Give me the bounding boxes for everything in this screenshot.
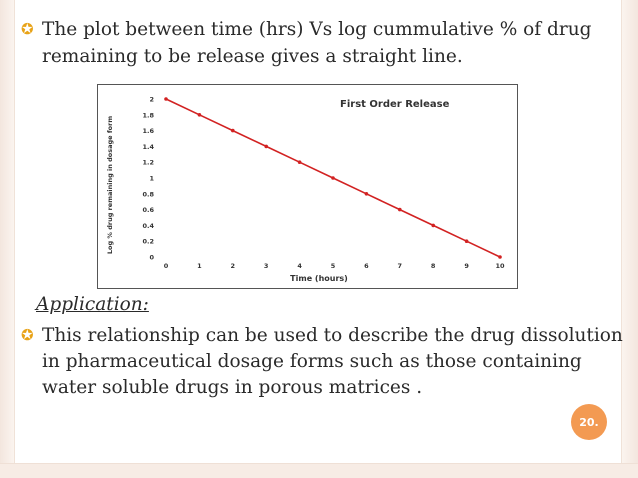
- right-border-decoration: [621, 0, 638, 478]
- x-axis-label: Time (hours): [290, 274, 348, 283]
- y-axis-label: Log % drug remaining in dosage form: [106, 115, 114, 255]
- data-point: [198, 113, 202, 117]
- bullet2-line1: This relationship can be used to describe the drug dissolution: [42, 325, 623, 346]
- y-tick-label: 1.4: [142, 142, 154, 151]
- x-tick-label: 9: [464, 262, 469, 270]
- y-tick-label: 0.4: [142, 221, 154, 230]
- left-border-decoration: [0, 0, 15, 478]
- bullet2-line3: water soluble drugs in porous matrices .: [42, 377, 423, 398]
- x-tick-label: 6: [364, 262, 369, 270]
- data-point: [331, 176, 335, 180]
- y-tick-label: 0.2: [142, 237, 154, 246]
- bullet1-line2: remaining to be release gives a straight line.: [42, 46, 463, 67]
- x-tick-label: 0: [163, 262, 169, 270]
- data-point: [231, 129, 235, 133]
- data-point: [164, 97, 168, 101]
- bullet-icon: ✪: [21, 326, 34, 344]
- chart-title: First Order Release: [340, 99, 450, 110]
- data-point: [264, 145, 268, 149]
- series-group: [164, 97, 502, 259]
- x-tick-label: 5: [330, 262, 336, 270]
- x-tick-label: 10: [495, 262, 505, 270]
- y-tick-label: 2: [149, 95, 154, 104]
- y-tick-label: 1.6: [142, 127, 154, 136]
- x-tick-label: 2: [230, 262, 236, 270]
- data-point: [465, 239, 469, 243]
- first-order-release-chart: [98, 85, 517, 288]
- bullet1-line1: The plot between time (hrs) Vs log cummulative % of drug: [42, 19, 592, 40]
- x-tick-label: 1: [197, 262, 202, 270]
- y-tick-label: 1.8: [142, 111, 154, 120]
- data-point: [431, 224, 435, 228]
- bottom-border-decoration: [0, 463, 638, 478]
- y-tick-label: 1.2: [142, 158, 154, 167]
- bullet-icon: ✪: [21, 20, 34, 38]
- y-tick-label: 0: [149, 253, 154, 262]
- y-tick-label: 0.8: [142, 190, 154, 199]
- application-heading: Application:: [36, 294, 149, 315]
- x-axis-ticks: [164, 262, 505, 270]
- data-point: [298, 160, 302, 164]
- bullet2-line2: in pharmaceutical dosage forms such as those containing: [42, 351, 582, 372]
- chart-frame: [97, 84, 518, 289]
- page-number-badge: 20.: [571, 404, 607, 440]
- y-tick-label: 0.6: [142, 206, 154, 215]
- y-axis-ticks: [142, 96, 154, 262]
- x-tick-label: 8: [430, 262, 436, 270]
- x-tick-label: 3: [263, 262, 269, 270]
- y-tick-label: 1: [149, 174, 154, 183]
- data-point: [398, 208, 402, 212]
- x-tick-label: 4: [297, 262, 302, 270]
- x-tick-label: 7: [397, 262, 403, 270]
- data-point: [365, 192, 369, 196]
- data-point: [498, 255, 502, 259]
